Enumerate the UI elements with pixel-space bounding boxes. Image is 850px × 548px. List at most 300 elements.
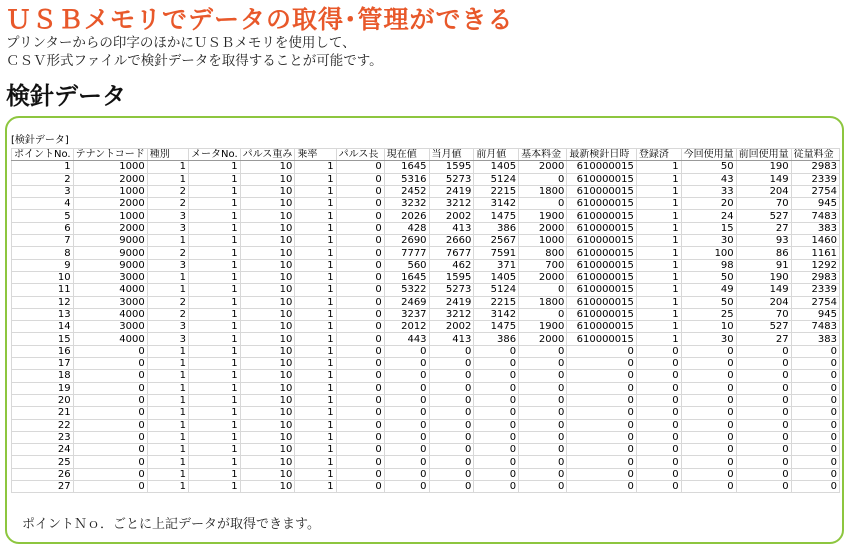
table-cell: 0 bbox=[73, 456, 147, 468]
table-cell: 49 bbox=[681, 284, 736, 296]
table-row bbox=[12, 161, 840, 173]
table-row bbox=[12, 247, 840, 259]
section-title: 検針データ bbox=[6, 82, 126, 110]
table-cell: 0 bbox=[636, 468, 681, 480]
table-cell: 0 bbox=[791, 444, 839, 456]
table-cell: 800 bbox=[519, 247, 567, 259]
table-cell: 1 bbox=[189, 161, 241, 173]
table-cell: 1 bbox=[636, 321, 681, 333]
table-cell: 10 bbox=[240, 468, 295, 480]
table-cell: 0 bbox=[636, 345, 681, 357]
table-cell: 0 bbox=[336, 321, 384, 333]
table-cell: 0 bbox=[336, 284, 384, 296]
table-cell: 0 bbox=[429, 370, 474, 382]
table-row bbox=[12, 468, 840, 480]
table-cell: 0 bbox=[384, 419, 429, 431]
table-cell: 0 bbox=[567, 370, 637, 382]
table-cell: 1800 bbox=[519, 185, 567, 197]
table-cell: 2660 bbox=[429, 235, 474, 247]
table-cell: 0 bbox=[336, 271, 384, 283]
table-cell: 0 bbox=[336, 419, 384, 431]
table-cell: 3 bbox=[147, 333, 188, 345]
table-cell: 413 bbox=[429, 222, 474, 234]
table-cell: 1000 bbox=[519, 235, 567, 247]
table-cell: 6 bbox=[12, 222, 74, 234]
table-cell: 386 bbox=[474, 333, 519, 345]
table-cell: 1 bbox=[636, 222, 681, 234]
table-cell: 0 bbox=[736, 382, 791, 394]
table-cell: 5 bbox=[12, 210, 74, 222]
table-cell: 1 bbox=[295, 296, 336, 308]
table-cell: 1 bbox=[147, 382, 188, 394]
table-cell: 1 bbox=[189, 468, 241, 480]
table-cell: 26 bbox=[12, 468, 74, 480]
table-cell: 0 bbox=[636, 382, 681, 394]
table-cell: 10 bbox=[240, 382, 295, 394]
table-cell: 1 bbox=[636, 296, 681, 308]
table-cell: 0 bbox=[791, 382, 839, 394]
table-cell: 2000 bbox=[73, 173, 147, 185]
table-row bbox=[12, 394, 840, 406]
table-cell: 0 bbox=[791, 407, 839, 419]
table-cell: 0 bbox=[567, 456, 637, 468]
column-header: 従量料金 bbox=[791, 149, 839, 161]
table-cell: 24 bbox=[12, 444, 74, 456]
table-cell: 1800 bbox=[519, 296, 567, 308]
table-cell: 10 bbox=[240, 247, 295, 259]
description-line: プリンターからの印字のほかにＵＳＢメモリを使用して、 bbox=[6, 35, 356, 51]
table-cell: 1 bbox=[189, 481, 241, 493]
table-row bbox=[12, 358, 840, 370]
table-cell: 2000 bbox=[519, 271, 567, 283]
table-cell: 1 bbox=[189, 431, 241, 443]
table-cell: 100 bbox=[681, 247, 736, 259]
table-cell: 0 bbox=[636, 431, 681, 443]
table-cell: 0 bbox=[636, 394, 681, 406]
table-cell: 2419 bbox=[429, 185, 474, 197]
table-cell: 4 bbox=[12, 198, 74, 210]
table-cell: 1900 bbox=[519, 321, 567, 333]
table-row bbox=[12, 321, 840, 333]
table-row bbox=[12, 481, 840, 493]
table-cell: 3142 bbox=[474, 308, 519, 320]
table-cell: 0 bbox=[336, 382, 384, 394]
table-cell: 0 bbox=[384, 394, 429, 406]
table-cell: 1 bbox=[147, 235, 188, 247]
table-cell: 527 bbox=[736, 210, 791, 222]
table-cell: 0 bbox=[336, 185, 384, 197]
table-cell: 5322 bbox=[384, 284, 429, 296]
column-header: パルス長 bbox=[336, 149, 384, 161]
table-cell: 1 bbox=[636, 333, 681, 345]
table-cell: 0 bbox=[73, 382, 147, 394]
table-row bbox=[12, 407, 840, 419]
table-cell: 10 bbox=[240, 358, 295, 370]
table-cell: 43 bbox=[681, 173, 736, 185]
page-title: ＵＳＢメモリでデータの取得･管理ができる bbox=[6, 5, 514, 34]
table-cell: 443 bbox=[384, 333, 429, 345]
table-cell: 1 bbox=[295, 431, 336, 443]
table-cell: 10 bbox=[240, 481, 295, 493]
table-cell: 20 bbox=[12, 394, 74, 406]
table-cell: 0 bbox=[73, 358, 147, 370]
column-header: 前月値 bbox=[474, 149, 519, 161]
table-cell: 7777 bbox=[384, 247, 429, 259]
table-cell: 2000 bbox=[519, 161, 567, 173]
table-cell: 1 bbox=[636, 308, 681, 320]
table-cell: 2690 bbox=[384, 235, 429, 247]
table-cell: 3 bbox=[147, 210, 188, 222]
table-cell: 1 bbox=[189, 296, 241, 308]
table-cell: 0 bbox=[73, 419, 147, 431]
table-cell: 2469 bbox=[384, 296, 429, 308]
table-cell: 0 bbox=[336, 444, 384, 456]
table-cell: 27 bbox=[12, 481, 74, 493]
table-cell: 0 bbox=[791, 456, 839, 468]
table-cell: 15 bbox=[681, 222, 736, 234]
table-cell: 0 bbox=[474, 382, 519, 394]
column-header: 当月値 bbox=[429, 149, 474, 161]
table-cell: 2754 bbox=[791, 185, 839, 197]
column-header: 現在値 bbox=[384, 149, 429, 161]
table-cell: 0 bbox=[519, 431, 567, 443]
table-cell: 1 bbox=[189, 198, 241, 210]
table-cell: 0 bbox=[736, 468, 791, 480]
table-cell: 2000 bbox=[519, 333, 567, 345]
table-cell: 1595 bbox=[429, 271, 474, 283]
table-cell: 2000 bbox=[73, 198, 147, 210]
table-cell: 3142 bbox=[474, 198, 519, 210]
table-cell: 5273 bbox=[429, 173, 474, 185]
table-cell: 2419 bbox=[429, 296, 474, 308]
sheet-label: [検針データ] bbox=[11, 135, 69, 146]
table-cell: 945 bbox=[791, 308, 839, 320]
table-cell: 24 bbox=[681, 210, 736, 222]
table-cell: 0 bbox=[519, 394, 567, 406]
table-cell: 610000015 bbox=[567, 210, 637, 222]
table-cell: 1 bbox=[636, 247, 681, 259]
table-cell: 0 bbox=[681, 468, 736, 480]
table-cell: 7677 bbox=[429, 247, 474, 259]
table-cell: 0 bbox=[519, 370, 567, 382]
table-cell: 1 bbox=[295, 345, 336, 357]
table-cell: 1 bbox=[189, 382, 241, 394]
table-cell: 2002 bbox=[429, 321, 474, 333]
table-cell: 2754 bbox=[791, 296, 839, 308]
table-row bbox=[12, 333, 840, 345]
table-cell: 0 bbox=[336, 235, 384, 247]
table-cell: 0 bbox=[636, 358, 681, 370]
table-cell: 25 bbox=[12, 456, 74, 468]
table-cell: 0 bbox=[736, 481, 791, 493]
table-cell: 0 bbox=[519, 284, 567, 296]
table-cell: 17 bbox=[12, 358, 74, 370]
table-cell: 0 bbox=[736, 444, 791, 456]
table-cell: 1405 bbox=[474, 161, 519, 173]
table-cell: 7483 bbox=[791, 321, 839, 333]
table-cell: 2 bbox=[147, 185, 188, 197]
table-cell: 0 bbox=[519, 419, 567, 431]
table-cell: 1161 bbox=[791, 247, 839, 259]
table-cell: 10 bbox=[240, 321, 295, 333]
table-cell: 2339 bbox=[791, 284, 839, 296]
table-cell: 0 bbox=[519, 444, 567, 456]
table-cell: 1 bbox=[295, 444, 336, 456]
table-cell: 1 bbox=[147, 173, 188, 185]
table-cell: 610000015 bbox=[567, 235, 637, 247]
table-cell: 12 bbox=[12, 296, 74, 308]
table-cell: 1 bbox=[295, 394, 336, 406]
table-cell: 149 bbox=[736, 173, 791, 185]
table-cell: 10 bbox=[681, 321, 736, 333]
table-cell: 3000 bbox=[73, 296, 147, 308]
table-cell: 0 bbox=[681, 444, 736, 456]
table-cell: 1 bbox=[295, 333, 336, 345]
table-cell: 1 bbox=[295, 321, 336, 333]
table-cell: 413 bbox=[429, 333, 474, 345]
table-cell: 0 bbox=[336, 198, 384, 210]
table-cell: 610000015 bbox=[567, 271, 637, 283]
table-cell: 0 bbox=[681, 431, 736, 443]
table-cell: 0 bbox=[474, 407, 519, 419]
table-cell: 1645 bbox=[384, 161, 429, 173]
table-cell: 50 bbox=[681, 296, 736, 308]
table-cell: 10 bbox=[240, 284, 295, 296]
table-row bbox=[12, 271, 840, 283]
table-cell: 2 bbox=[147, 198, 188, 210]
table-cell: 0 bbox=[336, 468, 384, 480]
table-cell: 204 bbox=[736, 296, 791, 308]
table-cell: 0 bbox=[736, 407, 791, 419]
table-cell: 0 bbox=[567, 358, 637, 370]
table-cell: 1460 bbox=[791, 235, 839, 247]
table-cell: 1 bbox=[295, 173, 336, 185]
table-cell: 10 bbox=[240, 333, 295, 345]
table-cell: 0 bbox=[336, 345, 384, 357]
table-cell: 0 bbox=[567, 481, 637, 493]
table-cell: 428 bbox=[384, 222, 429, 234]
table-cell: 0 bbox=[384, 358, 429, 370]
table-cell: 10 bbox=[240, 296, 295, 308]
column-header: 基本料金 bbox=[519, 149, 567, 161]
table-cell: 16 bbox=[12, 345, 74, 357]
table-cell: 1 bbox=[189, 456, 241, 468]
table-cell: 190 bbox=[736, 271, 791, 283]
table-cell: 27 bbox=[736, 333, 791, 345]
table-cell: 0 bbox=[567, 444, 637, 456]
table-cell: 1 bbox=[636, 284, 681, 296]
table-cell: 1 bbox=[147, 394, 188, 406]
table-cell: 0 bbox=[519, 382, 567, 394]
table-cell: 30 bbox=[681, 235, 736, 247]
table-cell: 2215 bbox=[474, 296, 519, 308]
table-cell: 1475 bbox=[474, 210, 519, 222]
table-cell: 4000 bbox=[73, 308, 147, 320]
table-cell: 10 bbox=[240, 271, 295, 283]
table-cell: 0 bbox=[73, 468, 147, 480]
table-cell: 1 bbox=[189, 444, 241, 456]
table-cell: 2 bbox=[147, 308, 188, 320]
table-cell: 1 bbox=[295, 419, 336, 431]
table-cell: 383 bbox=[791, 333, 839, 345]
table-cell: 1 bbox=[636, 173, 681, 185]
table-cell: 1 bbox=[295, 185, 336, 197]
table-cell: 2012 bbox=[384, 321, 429, 333]
table-cell: 21 bbox=[12, 407, 74, 419]
table-cell: 1 bbox=[189, 247, 241, 259]
table-cell: 10 bbox=[240, 407, 295, 419]
table-cell: 1 bbox=[147, 345, 188, 357]
table-cell: 9000 bbox=[73, 235, 147, 247]
table-row bbox=[12, 308, 840, 320]
table-cell: 371 bbox=[474, 259, 519, 271]
table-cell: 0 bbox=[791, 358, 839, 370]
table-cell: 2339 bbox=[791, 173, 839, 185]
table-cell: 2000 bbox=[519, 222, 567, 234]
table-cell: 1475 bbox=[474, 321, 519, 333]
table-cell: 0 bbox=[791, 394, 839, 406]
table-cell: 0 bbox=[681, 358, 736, 370]
table-cell: 0 bbox=[429, 419, 474, 431]
spreadsheet bbox=[11, 134, 840, 502]
table-cell: 27 bbox=[736, 222, 791, 234]
column-header: パルス重み bbox=[240, 149, 295, 161]
table-cell: 0 bbox=[336, 161, 384, 173]
table-cell: 9 bbox=[12, 259, 74, 271]
table-cell: 7483 bbox=[791, 210, 839, 222]
table-cell: 0 bbox=[736, 431, 791, 443]
table-cell: 1 bbox=[189, 308, 241, 320]
table-cell: 10 bbox=[240, 210, 295, 222]
table-cell: 1 bbox=[147, 468, 188, 480]
table-cell: 0 bbox=[73, 370, 147, 382]
table-cell: 1 bbox=[295, 308, 336, 320]
table-cell: 10 bbox=[240, 161, 295, 173]
table-cell: 86 bbox=[736, 247, 791, 259]
table-cell: 0 bbox=[474, 345, 519, 357]
table-cell: 3000 bbox=[73, 321, 147, 333]
table-cell: 0 bbox=[681, 382, 736, 394]
table-cell: 1 bbox=[295, 271, 336, 283]
table-row bbox=[12, 198, 840, 210]
table-cell: 10 bbox=[240, 419, 295, 431]
table-cell: 0 bbox=[736, 394, 791, 406]
table-cell: 2002 bbox=[429, 210, 474, 222]
table-cell: 0 bbox=[429, 431, 474, 443]
table-row bbox=[12, 431, 840, 443]
table-cell: 9000 bbox=[73, 259, 147, 271]
table-cell: 0 bbox=[384, 370, 429, 382]
table-cell: 14 bbox=[12, 321, 74, 333]
table-cell: 610000015 bbox=[567, 161, 637, 173]
table-cell: 0 bbox=[474, 456, 519, 468]
table-cell: 1 bbox=[295, 222, 336, 234]
column-header: 登録済 bbox=[636, 149, 681, 161]
table-cell: 3212 bbox=[429, 198, 474, 210]
table-cell: 1 bbox=[147, 456, 188, 468]
table-cell: 0 bbox=[73, 431, 147, 443]
table-cell: 0 bbox=[519, 481, 567, 493]
table-cell: 4000 bbox=[73, 333, 147, 345]
table-cell: 610000015 bbox=[567, 284, 637, 296]
description-line: ＣＳＶ形式ファイルで検針データを取得することが可能です。 bbox=[6, 53, 383, 69]
table-cell: 204 bbox=[736, 185, 791, 197]
table-cell: 10 bbox=[240, 259, 295, 271]
table-cell: 0 bbox=[519, 198, 567, 210]
table-cell: 10 bbox=[240, 308, 295, 320]
table-cell: 70 bbox=[736, 308, 791, 320]
table-cell: 2 bbox=[147, 247, 188, 259]
table-cell: 1 bbox=[147, 161, 188, 173]
table-cell: 0 bbox=[681, 456, 736, 468]
table-cell: 149 bbox=[736, 284, 791, 296]
table-row bbox=[12, 284, 840, 296]
table-cell: 1292 bbox=[791, 259, 839, 271]
table-cell: 1 bbox=[189, 173, 241, 185]
table-cell: 1 bbox=[189, 210, 241, 222]
table-cell: 0 bbox=[736, 345, 791, 357]
table-cell: 0 bbox=[567, 431, 637, 443]
table-cell: 0 bbox=[384, 431, 429, 443]
table-cell: 10 bbox=[240, 345, 295, 357]
table-cell: 0 bbox=[567, 394, 637, 406]
table-cell: 23 bbox=[12, 431, 74, 443]
table-cell: 1 bbox=[636, 235, 681, 247]
table-cell: 70 bbox=[736, 198, 791, 210]
table-cell: 4000 bbox=[73, 284, 147, 296]
table-cell: 1 bbox=[636, 185, 681, 197]
table-cell: 0 bbox=[791, 468, 839, 480]
table-row bbox=[12, 456, 840, 468]
table-cell: 0 bbox=[474, 444, 519, 456]
table-cell: 1 bbox=[147, 419, 188, 431]
table-cell: 1 bbox=[147, 370, 188, 382]
table-cell: 0 bbox=[429, 382, 474, 394]
table-cell: 1 bbox=[147, 271, 188, 283]
table-cell: 0 bbox=[429, 358, 474, 370]
table-cell: 0 bbox=[429, 456, 474, 468]
table-cell: 1 bbox=[295, 382, 336, 394]
table-cell: 10 bbox=[240, 185, 295, 197]
table-cell: 3000 bbox=[73, 271, 147, 283]
table-cell: 1 bbox=[189, 222, 241, 234]
table-cell: 0 bbox=[73, 394, 147, 406]
table-cell: 610000015 bbox=[567, 321, 637, 333]
table-cell: 1 bbox=[636, 198, 681, 210]
table-cell: 0 bbox=[567, 345, 637, 357]
table-cell: 0 bbox=[567, 382, 637, 394]
table-cell: 1 bbox=[636, 259, 681, 271]
table-cell: 0 bbox=[519, 173, 567, 185]
table-cell: 0 bbox=[429, 394, 474, 406]
table-cell: 2452 bbox=[384, 185, 429, 197]
table-cell: 1 bbox=[189, 333, 241, 345]
table-cell: 3 bbox=[147, 321, 188, 333]
table-cell: 0 bbox=[681, 419, 736, 431]
table-cell: 1 bbox=[12, 161, 74, 173]
table-cell: 1 bbox=[189, 407, 241, 419]
table-cell: 2567 bbox=[474, 235, 519, 247]
table-cell: 0 bbox=[474, 419, 519, 431]
table-cell: 0 bbox=[474, 481, 519, 493]
table-cell: 0 bbox=[736, 456, 791, 468]
footnote: ポイントＮｏ．ごとに上記データが取得できます。 bbox=[22, 517, 320, 532]
table-cell: 0 bbox=[474, 431, 519, 443]
table-cell: 1000 bbox=[73, 185, 147, 197]
table-cell: 0 bbox=[474, 468, 519, 480]
table-cell: 0 bbox=[384, 481, 429, 493]
table-cell: 0 bbox=[384, 468, 429, 480]
